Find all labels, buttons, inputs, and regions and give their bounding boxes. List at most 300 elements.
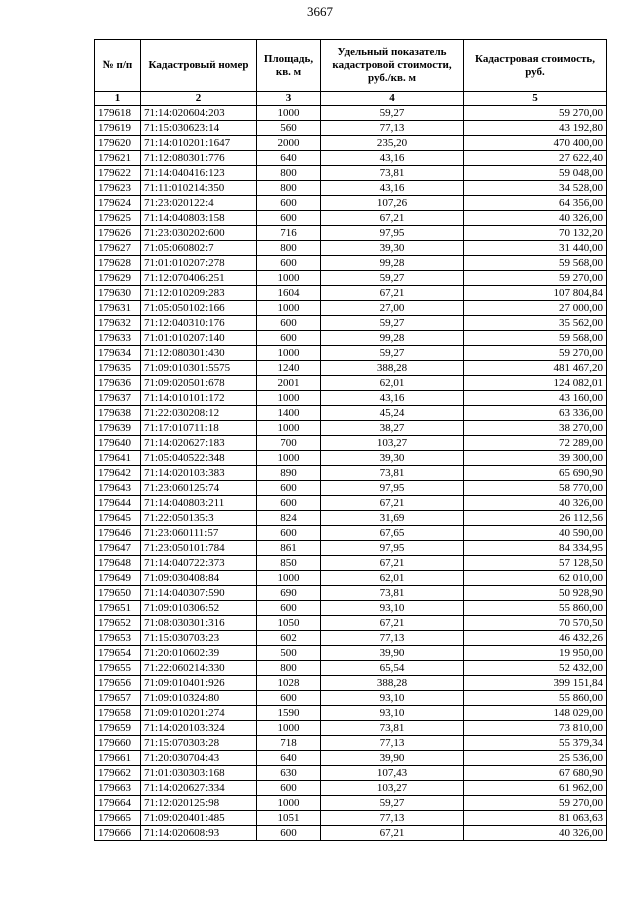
area-cell: 861 [257, 541, 321, 556]
row-number-cell: 179664 [95, 796, 141, 811]
area-cell: 600 [257, 496, 321, 511]
cadastral-number-cell: 71:14:040307:590 [141, 586, 257, 601]
cadastral-cost-cell: 55 379,34 [464, 736, 607, 751]
cadastral-cost-cell: 39 300,00 [464, 451, 607, 466]
unit-value-cell: 388,28 [321, 361, 464, 376]
cadastral-cost-cell: 107 804,84 [464, 286, 607, 301]
area-cell: 600 [257, 256, 321, 271]
cadastral-cost-cell: 81 063,63 [464, 811, 607, 826]
cadastral-cost-cell: 50 928,90 [464, 586, 607, 601]
area-cell: 850 [257, 556, 321, 571]
unit-value-cell: 38,27 [321, 421, 464, 436]
row-number-cell: 179627 [95, 241, 141, 256]
cadastral-cost-cell: 399 151,84 [464, 676, 607, 691]
unit-value-cell: 77,13 [321, 121, 464, 136]
area-cell: 800 [257, 166, 321, 181]
row-number-cell: 179663 [95, 781, 141, 796]
unit-value-cell: 62,01 [321, 571, 464, 586]
unit-value-cell: 45,24 [321, 406, 464, 421]
cadastral-cost-cell: 65 690,90 [464, 466, 607, 481]
row-number-cell: 179655 [95, 661, 141, 676]
cadastral-number-cell: 71:14:020627:183 [141, 436, 257, 451]
cadastral-cost-cell: 59 568,00 [464, 256, 607, 271]
row-number-cell: 179658 [95, 706, 141, 721]
area-cell: 640 [257, 751, 321, 766]
area-cell: 602 [257, 631, 321, 646]
area-cell: 600 [257, 526, 321, 541]
unit-value-cell: 67,21 [321, 286, 464, 301]
cadastral-number-cell: 71:09:010306:52 [141, 601, 257, 616]
cadastral-number-cell: 71:23:060125:74 [141, 481, 257, 496]
table-row [95, 496, 607, 511]
cadastral-cost-cell: 63 336,00 [464, 406, 607, 421]
table-row [95, 616, 607, 631]
row-number-cell: 179662 [95, 766, 141, 781]
table-row [95, 826, 607, 841]
cadastral-number-cell: 71:12:010209:283 [141, 286, 257, 301]
table-body [95, 106, 607, 841]
cadastral-number-cell: 71:22:030208:12 [141, 406, 257, 421]
unit-value-cell: 39,30 [321, 451, 464, 466]
table-row [95, 721, 607, 736]
cadastral-number-cell: 71:12:070406:251 [141, 271, 257, 286]
unit-value-cell: 99,28 [321, 256, 464, 271]
unit-value-cell: 31,69 [321, 511, 464, 526]
unit-value-cell: 67,21 [321, 211, 464, 226]
row-number-cell: 179651 [95, 601, 141, 616]
cadastral-number-cell: 71:20:030704:43 [141, 751, 257, 766]
unit-value-cell: 59,27 [321, 271, 464, 286]
cadastral-number-cell: 71:14:020608:93 [141, 826, 257, 841]
area-cell: 500 [257, 646, 321, 661]
area-cell: 1050 [257, 616, 321, 631]
column-number: 4 [321, 92, 464, 106]
area-cell: 1000 [257, 346, 321, 361]
row-number-cell: 179648 [95, 556, 141, 571]
header-area: Площадь, кв. м [257, 40, 321, 92]
area-cell: 1000 [257, 301, 321, 316]
unit-value-cell: 107,43 [321, 766, 464, 781]
unit-value-cell: 97,95 [321, 481, 464, 496]
cadastral-cost-cell: 34 528,00 [464, 181, 607, 196]
table-row [95, 316, 607, 331]
unit-value-cell: 73,81 [321, 721, 464, 736]
table-row [95, 601, 607, 616]
cadastral-cost-cell: 59 270,00 [464, 346, 607, 361]
row-number-cell: 179666 [95, 826, 141, 841]
column-number: 5 [464, 92, 607, 106]
unit-value-cell: 93,10 [321, 691, 464, 706]
area-cell: 600 [257, 316, 321, 331]
cadastral-number-cell: 71:14:010201:1647 [141, 136, 257, 151]
area-cell: 1000 [257, 391, 321, 406]
unit-value-cell: 107,26 [321, 196, 464, 211]
row-number-cell: 179645 [95, 511, 141, 526]
table-row [95, 646, 607, 661]
row-number-cell: 179641 [95, 451, 141, 466]
unit-value-cell: 93,10 [321, 706, 464, 721]
table-row [95, 346, 607, 361]
row-number-cell: 179624 [95, 196, 141, 211]
cadastral-cost-cell: 61 962,00 [464, 781, 607, 796]
table-row [95, 451, 607, 466]
area-cell: 600 [257, 331, 321, 346]
cadastral-number-cell: 71:01:030303:168 [141, 766, 257, 781]
area-cell: 1000 [257, 271, 321, 286]
cadastral-cost-cell: 46 432,26 [464, 631, 607, 646]
cadastral-cost-cell: 72 289,00 [464, 436, 607, 451]
unit-value-cell: 67,21 [321, 826, 464, 841]
table-row [95, 811, 607, 826]
unit-value-cell: 62,01 [321, 376, 464, 391]
cadastral-number-cell: 71:15:030703:23 [141, 631, 257, 646]
cadastral-cost-cell: 27 622,40 [464, 151, 607, 166]
table-row [95, 586, 607, 601]
table-row [95, 331, 607, 346]
row-number-cell: 179622 [95, 166, 141, 181]
row-number-cell: 179665 [95, 811, 141, 826]
table-row [95, 211, 607, 226]
unit-value-cell: 93,10 [321, 601, 464, 616]
row-number-cell: 179619 [95, 121, 141, 136]
area-cell: 1000 [257, 451, 321, 466]
table-row [95, 271, 607, 286]
table-row [95, 406, 607, 421]
unit-value-cell: 388,28 [321, 676, 464, 691]
cadastral-cost-cell: 52 432,00 [464, 661, 607, 676]
area-cell: 1604 [257, 286, 321, 301]
cadastral-cost-cell: 38 270,00 [464, 421, 607, 436]
area-cell: 890 [257, 466, 321, 481]
unit-value-cell: 77,13 [321, 631, 464, 646]
unit-value-cell: 73,81 [321, 466, 464, 481]
area-cell: 640 [257, 151, 321, 166]
cadastral-number-cell: 71:23:030202:600 [141, 226, 257, 241]
table-row [95, 676, 607, 691]
cadastral-number-cell: 71:09:020401:485 [141, 811, 257, 826]
unit-value-cell: 67,21 [321, 556, 464, 571]
cadastral-number-cell: 71:12:080301:430 [141, 346, 257, 361]
table-row [95, 541, 607, 556]
cadastral-number-cell: 71:14:040416:123 [141, 166, 257, 181]
row-number-cell: 179620 [95, 136, 141, 151]
cadastral-cost-cell: 35 562,00 [464, 316, 607, 331]
area-cell: 800 [257, 241, 321, 256]
table-row [95, 691, 607, 706]
row-number-cell: 179632 [95, 316, 141, 331]
area-cell: 1028 [257, 676, 321, 691]
cadastral-number-cell: 71:05:060802:7 [141, 241, 257, 256]
cadastral-number-cell: 71:12:040310:176 [141, 316, 257, 331]
cadastral-number-cell: 71:09:020501:678 [141, 376, 257, 391]
row-number-cell: 179628 [95, 256, 141, 271]
cadastral-cost-cell: 59 048,00 [464, 166, 607, 181]
cadastral-number-cell: 71:09:010401:926 [141, 676, 257, 691]
row-number-cell: 179654 [95, 646, 141, 661]
unit-value-cell: 73,81 [321, 586, 464, 601]
cadastral-cost-cell: 59 568,00 [464, 331, 607, 346]
area-cell: 1000 [257, 106, 321, 121]
row-number-cell: 179631 [95, 301, 141, 316]
row-number-cell: 179638 [95, 406, 141, 421]
row-number-cell: 179653 [95, 631, 141, 646]
table-row [95, 361, 607, 376]
column-number-row [95, 92, 607, 106]
area-cell: 716 [257, 226, 321, 241]
area-cell: 1400 [257, 406, 321, 421]
column-number: 3 [257, 92, 321, 106]
cadastral-number-cell: 71:23:060111:57 [141, 526, 257, 541]
cadastral-number-cell: 71:08:030301:316 [141, 616, 257, 631]
row-number-cell: 179659 [95, 721, 141, 736]
table-row [95, 796, 607, 811]
area-cell: 2000 [257, 136, 321, 151]
cadastral-cost-cell: 40 326,00 [464, 826, 607, 841]
cadastral-cost-cell: 59 270,00 [464, 106, 607, 121]
cadastral-cost-cell: 73 810,00 [464, 721, 607, 736]
unit-value-cell: 97,95 [321, 541, 464, 556]
unit-value-cell: 43,16 [321, 181, 464, 196]
header-unit-value: Удельный показатель кадастровой стоимости, руб./кв. м [321, 40, 464, 92]
table-row [95, 511, 607, 526]
area-cell: 690 [257, 586, 321, 601]
cadastral-number-cell: 71:14:010101:172 [141, 391, 257, 406]
cadastral-number-cell: 71:14:020103:383 [141, 466, 257, 481]
row-number-cell: 179661 [95, 751, 141, 766]
cadastral-number-cell: 71:09:010301:5575 [141, 361, 257, 376]
area-cell: 2001 [257, 376, 321, 391]
page-number: 3667 [307, 4, 333, 19]
area-cell: 600 [257, 601, 321, 616]
table-row [95, 481, 607, 496]
area-cell: 824 [257, 511, 321, 526]
cadastral-number-cell: 71:15:030623:14 [141, 121, 257, 136]
cadastral-number-cell: 71:09:030408:84 [141, 571, 257, 586]
row-number-cell: 179633 [95, 331, 141, 346]
table-row [95, 106, 607, 121]
row-number-cell: 179640 [95, 436, 141, 451]
table-row [95, 226, 607, 241]
table-row [95, 421, 607, 436]
cadastral-number-cell: 71:14:040803:211 [141, 496, 257, 511]
table-row [95, 136, 607, 151]
unit-value-cell: 235,20 [321, 136, 464, 151]
cadastral-number-cell: 71:09:010324:80 [141, 691, 257, 706]
cadastral-number-cell: 71:09:010201:274 [141, 706, 257, 721]
row-number-cell: 179660 [95, 736, 141, 751]
cadastral-cost-cell: 70 132,20 [464, 226, 607, 241]
row-number-cell: 179626 [95, 226, 141, 241]
area-cell: 560 [257, 121, 321, 136]
header-row-number: № п/п [95, 40, 141, 92]
row-number-cell: 179636 [95, 376, 141, 391]
unit-value-cell: 39,30 [321, 241, 464, 256]
cadastral-number-cell: 71:01:010207:140 [141, 331, 257, 346]
area-cell: 600 [257, 211, 321, 226]
unit-value-cell: 59,27 [321, 796, 464, 811]
row-number-cell: 179630 [95, 286, 141, 301]
area-cell: 1240 [257, 361, 321, 376]
unit-value-cell: 77,13 [321, 736, 464, 751]
table-row [95, 181, 607, 196]
table-row [95, 526, 607, 541]
cadastral-cost-cell: 470 400,00 [464, 136, 607, 151]
table-row [95, 301, 607, 316]
table-row [95, 391, 607, 406]
cadastral-number-cell: 71:14:040722:373 [141, 556, 257, 571]
table-row [95, 166, 607, 181]
cadastral-cost-cell: 70 570,50 [464, 616, 607, 631]
table-row [95, 376, 607, 391]
cadastral-cost-cell: 57 128,50 [464, 556, 607, 571]
row-number-cell: 179657 [95, 691, 141, 706]
unit-value-cell: 73,81 [321, 166, 464, 181]
area-cell: 718 [257, 736, 321, 751]
unit-value-cell: 39,90 [321, 646, 464, 661]
area-cell: 1000 [257, 571, 321, 586]
table-row [95, 751, 607, 766]
column-number: 1 [95, 92, 141, 106]
table-row [95, 631, 607, 646]
cadastral-number-cell: 71:17:010711:18 [141, 421, 257, 436]
area-cell: 700 [257, 436, 321, 451]
cadastral-number-cell: 71:05:050102:166 [141, 301, 257, 316]
area-cell: 1000 [257, 796, 321, 811]
area-cell: 630 [257, 766, 321, 781]
row-number-cell: 179647 [95, 541, 141, 556]
cadastral-cost-cell: 26 112,56 [464, 511, 607, 526]
table-row [95, 151, 607, 166]
table-row [95, 241, 607, 256]
table-row [95, 661, 607, 676]
cadastral-number-cell: 71:12:020125:98 [141, 796, 257, 811]
cadastral-number-cell: 71:14:020103:324 [141, 721, 257, 736]
table-row [95, 466, 607, 481]
cadastral-cost-cell: 62 010,00 [464, 571, 607, 586]
unit-value-cell: 65,54 [321, 661, 464, 676]
row-number-cell: 179642 [95, 466, 141, 481]
area-cell: 1000 [257, 421, 321, 436]
row-number-cell: 179639 [95, 421, 141, 436]
unit-value-cell: 103,27 [321, 436, 464, 451]
row-number-cell: 179652 [95, 616, 141, 631]
unit-value-cell: 67,65 [321, 526, 464, 541]
row-number-cell: 179625 [95, 211, 141, 226]
cadastral-number-cell: 71:11:010214:350 [141, 181, 257, 196]
cadastral-cost-cell: 84 334,95 [464, 541, 607, 556]
cadastral-cost-cell: 67 680,90 [464, 766, 607, 781]
cadastral-cost-cell: 59 270,00 [464, 796, 607, 811]
table-row [95, 706, 607, 721]
cadastral-cost-cell: 19 950,00 [464, 646, 607, 661]
unit-value-cell: 67,21 [321, 496, 464, 511]
cadastral-number-cell: 71:14:020604:203 [141, 106, 257, 121]
cadastral-number-cell: 71:14:040803:158 [141, 211, 257, 226]
cadastral-cost-cell: 43 160,00 [464, 391, 607, 406]
table-row [95, 436, 607, 451]
column-number: 2 [141, 92, 257, 106]
cadastral-number-cell: 71:20:010602:39 [141, 646, 257, 661]
row-number-cell: 179637 [95, 391, 141, 406]
row-number-cell: 179650 [95, 586, 141, 601]
cadastral-value-table [94, 39, 607, 841]
table-row [95, 286, 607, 301]
cadastral-cost-cell: 40 590,00 [464, 526, 607, 541]
row-number-cell: 179649 [95, 571, 141, 586]
cadastral-cost-cell: 148 029,00 [464, 706, 607, 721]
table-row [95, 766, 607, 781]
cadastral-cost-cell: 59 270,00 [464, 271, 607, 286]
cadastral-cost-cell: 55 860,00 [464, 691, 607, 706]
unit-value-cell: 99,28 [321, 331, 464, 346]
cadastral-number-cell: 71:22:050135:3 [141, 511, 257, 526]
area-cell: 600 [257, 826, 321, 841]
row-number-cell: 179643 [95, 481, 141, 496]
cadastral-number-cell: 71:15:070303:28 [141, 736, 257, 751]
unit-value-cell: 59,27 [321, 106, 464, 121]
unit-value-cell: 59,27 [321, 316, 464, 331]
row-number-cell: 179644 [95, 496, 141, 511]
row-number-cell: 179618 [95, 106, 141, 121]
cadastral-cost-cell: 481 467,20 [464, 361, 607, 376]
cadastral-cost-cell: 64 356,00 [464, 196, 607, 211]
row-number-cell: 179634 [95, 346, 141, 361]
cadastral-cost-cell: 40 326,00 [464, 211, 607, 226]
unit-value-cell: 103,27 [321, 781, 464, 796]
area-cell: 600 [257, 781, 321, 796]
unit-value-cell: 43,16 [321, 151, 464, 166]
cadastral-cost-cell: 40 326,00 [464, 496, 607, 511]
unit-value-cell: 27,00 [321, 301, 464, 316]
table-row [95, 736, 607, 751]
table-row [95, 256, 607, 271]
area-cell: 600 [257, 481, 321, 496]
cadastral-number-cell: 71:12:080301:776 [141, 151, 257, 166]
cadastral-number-cell: 71:23:050101:784 [141, 541, 257, 556]
cadastral-cost-cell: 27 000,00 [464, 301, 607, 316]
area-cell: 600 [257, 196, 321, 211]
cadastral-number-cell: 71:14:020627:334 [141, 781, 257, 796]
cadastral-cost-cell: 58 770,00 [464, 481, 607, 496]
cadastral-cost-cell: 43 192,80 [464, 121, 607, 136]
cadastral-cost-cell: 55 860,00 [464, 601, 607, 616]
cadastral-number-cell: 71:01:010207:278 [141, 256, 257, 271]
row-number-cell: 179623 [95, 181, 141, 196]
table-row [95, 781, 607, 796]
unit-value-cell: 43,16 [321, 391, 464, 406]
table-row [95, 121, 607, 136]
row-number-cell: 179656 [95, 676, 141, 691]
header-cadastral-number: Кадастровый номер [141, 40, 257, 92]
unit-value-cell: 77,13 [321, 811, 464, 826]
table-row [95, 196, 607, 211]
row-number-cell: 179629 [95, 271, 141, 286]
table-header-row [95, 40, 607, 92]
unit-value-cell: 97,95 [321, 226, 464, 241]
unit-value-cell: 67,21 [321, 616, 464, 631]
area-cell: 1590 [257, 706, 321, 721]
cadastral-cost-cell: 25 536,00 [464, 751, 607, 766]
table-row [95, 556, 607, 571]
unit-value-cell: 59,27 [321, 346, 464, 361]
row-number-cell: 179646 [95, 526, 141, 541]
area-cell: 1000 [257, 721, 321, 736]
area-cell: 600 [257, 691, 321, 706]
cadastral-number-cell: 71:22:060214:330 [141, 661, 257, 676]
area-cell: 800 [257, 661, 321, 676]
header-cadastral-cost: Кадастровая стоимость, руб. [464, 40, 607, 92]
row-number-cell: 179621 [95, 151, 141, 166]
